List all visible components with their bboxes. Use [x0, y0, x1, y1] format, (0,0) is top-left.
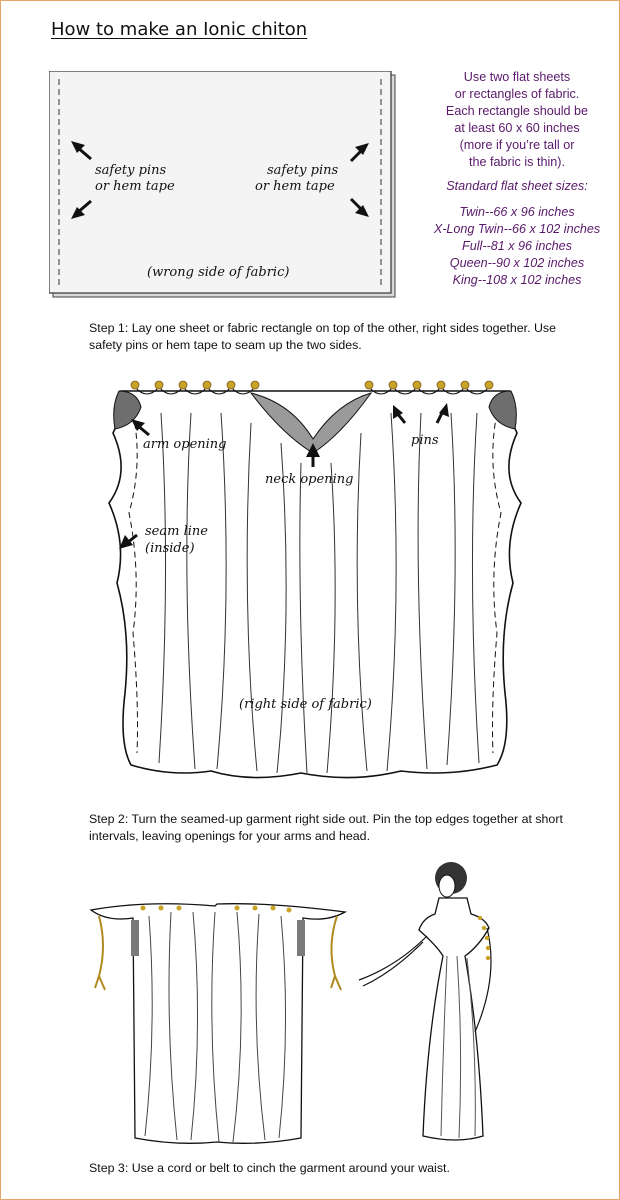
left-pin-label-1: safety pins — [95, 163, 167, 178]
garment-drawing — [101, 373, 531, 789]
right-pin-label-1: safety pins — [267, 163, 339, 178]
info-line: or rectangles of fabric. — [454, 87, 580, 101]
seam-line-inside-label: (inside) — [145, 541, 195, 556]
sheet-size: X-Long Twin--66 x 102 inches — [433, 222, 601, 236]
info-line: (more if you’re tall or — [459, 138, 575, 152]
right-pin-label-2: or hem tape — [255, 179, 335, 194]
sheet-sizes-heading: Standard flat sheet sizes: — [446, 179, 588, 193]
sheet-size: King--108 x 102 inches — [452, 273, 582, 287]
info-line: Use two flat sheets — [463, 70, 571, 84]
page-title: How to make an Ionic chiton — [51, 19, 308, 40]
seamed-garment-illustration — [101, 373, 531, 789]
pin-icon — [131, 381, 493, 389]
left-pin-label-2: or hem tape — [95, 179, 175, 194]
pinned-garment-and-figure-illustration — [87, 856, 547, 1148]
wrong-side-label: (wrong side of fabric) — [147, 265, 290, 280]
sheet-size: Twin--66 x 96 inches — [459, 205, 575, 219]
fabric-diagram — [49, 71, 397, 299]
step-2-text: Step 2: Turn the seamed-up garment right side out. Pin the top edges together at short intervals, leaving openings for your arms and head. — [89, 812, 563, 843]
arm-opening-label: arm opening — [143, 437, 227, 452]
info-line: Each rectangle should be — [445, 104, 589, 118]
finished-garment-drawings — [87, 856, 547, 1148]
fabric-info — [417, 69, 617, 289]
seam-line-label: seam line — [145, 524, 208, 539]
sheet-size: Queen--90 x 102 inches — [449, 256, 585, 270]
step-3-text: Step 3: Use a cord or belt to cinch the garment around your waist. — [89, 1161, 450, 1175]
pins-label: pins — [411, 433, 439, 448]
right-side-label: (right side of fabric) — [239, 697, 372, 712]
step-1-text: Step 1: Lay one sheet or fabric rectangle on top of the other, right sides together. Use safety pins or hem tape to seam up the two sides. — [89, 321, 557, 352]
info-line: the fabric is thin). — [469, 155, 565, 169]
sheet-size: Full--81 x 96 inches — [462, 239, 572, 253]
neck-opening-label: neck opening — [265, 472, 354, 487]
info-line: at least 60 x 60 inches — [454, 121, 580, 135]
